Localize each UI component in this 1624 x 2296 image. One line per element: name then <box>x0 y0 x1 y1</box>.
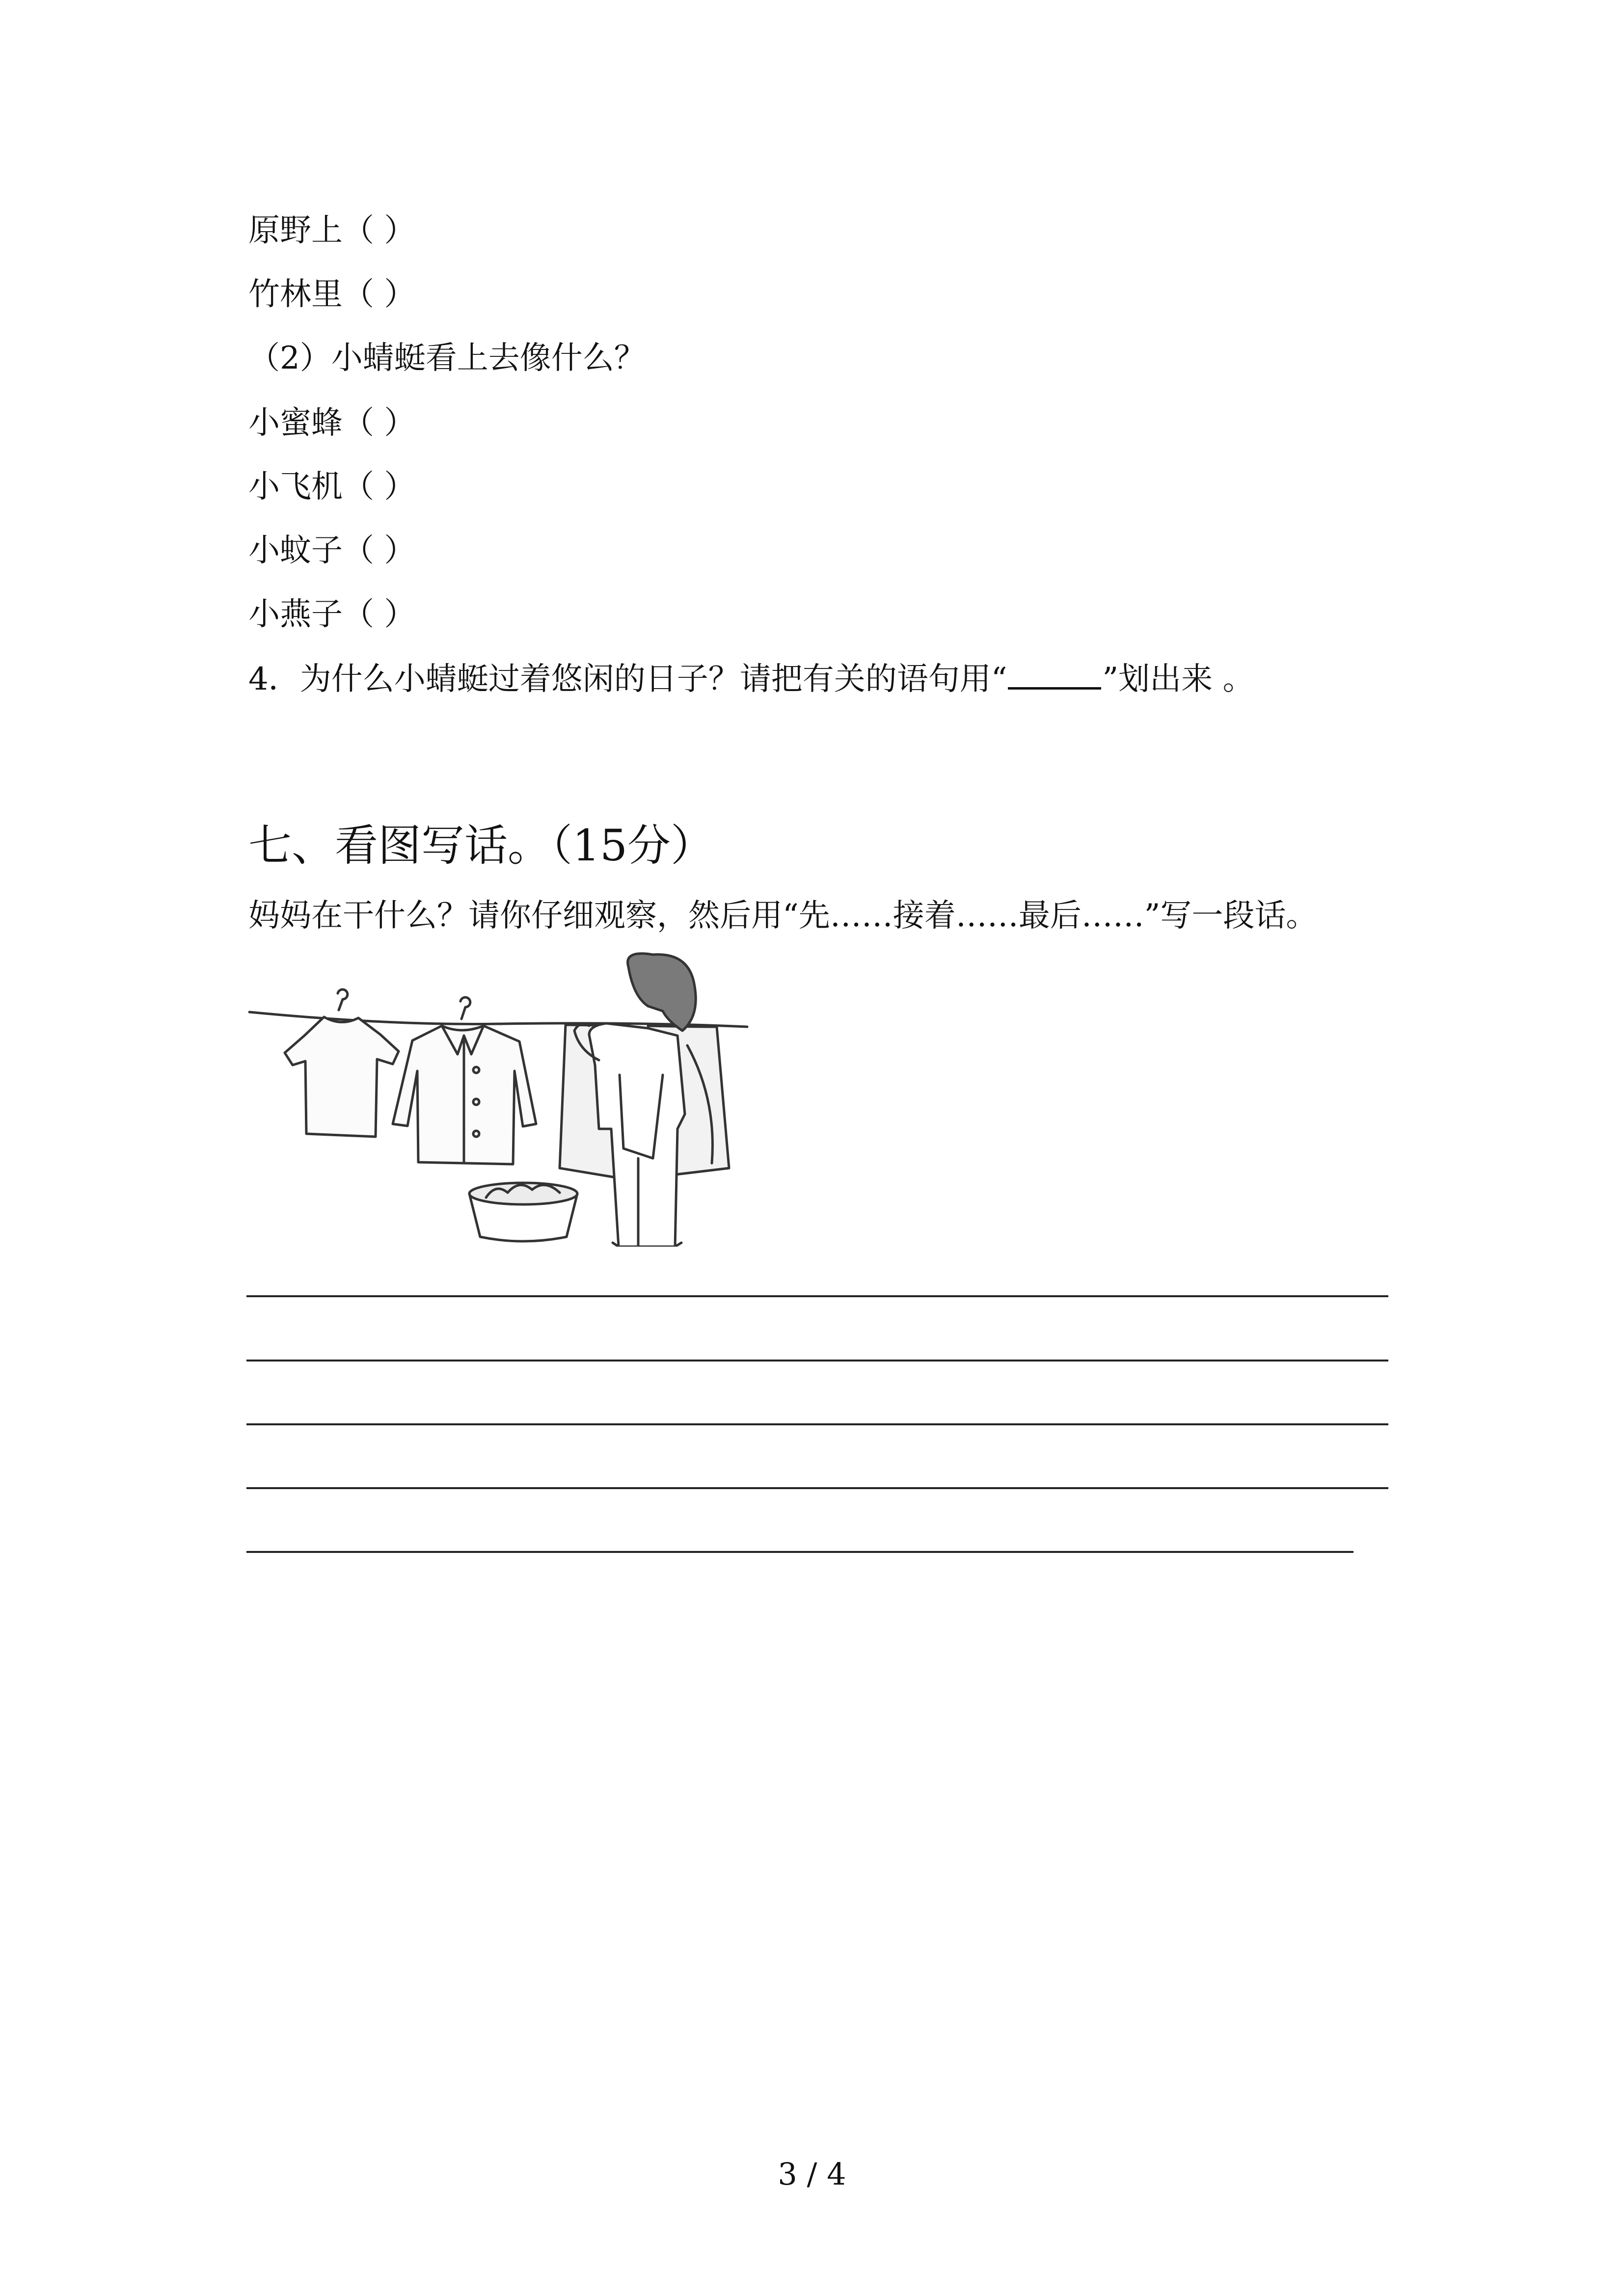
question-4-suffix: ”划出来 。 <box>1102 661 1254 697</box>
writing-line[interactable] <box>246 1295 1388 1297</box>
laundry-basket-illustration <box>469 1183 577 1241</box>
answer-line-bamboo-forest: 竹林里（ ） <box>248 276 416 313</box>
answer-line-bee: 小蜜蜂（ ） <box>248 405 416 441</box>
answer-line-swallow: 小燕子（ ） <box>248 596 416 633</box>
writing-line[interactable] <box>246 1360 1388 1362</box>
shirt-illustration <box>285 989 399 1137</box>
answer-line-wilderness: 原野上（ ） <box>248 213 416 249</box>
mother-hanging-laundry-illustration <box>245 952 751 1247</box>
section-7-title: 七、看图写话。（15分） <box>248 820 714 871</box>
answer-line-mosquito: 小蚊子（ ） <box>248 533 416 569</box>
underline-blank <box>1008 662 1101 690</box>
writing-line[interactable] <box>246 1551 1353 1553</box>
sub-question-2: （2）小蜻蜓看上去像什么？ <box>248 340 646 376</box>
question-4 <box>248 660 1254 699</box>
section-7-instruction: 妈妈在干什么？请你仔细观察，然后用“先……接着……最后……”写一段话。 <box>248 898 1318 934</box>
answer-line-airplane: 小飞机（ ） <box>248 469 416 505</box>
writing-line[interactable] <box>246 1423 1388 1425</box>
question-4-prefix: 4．为什么小蜻蜓过着悠闲的日子？请把有关的语句用“ <box>248 661 1007 697</box>
writing-line[interactable] <box>246 1487 1388 1489</box>
page-number: 3 / 4 <box>778 2156 846 2192</box>
